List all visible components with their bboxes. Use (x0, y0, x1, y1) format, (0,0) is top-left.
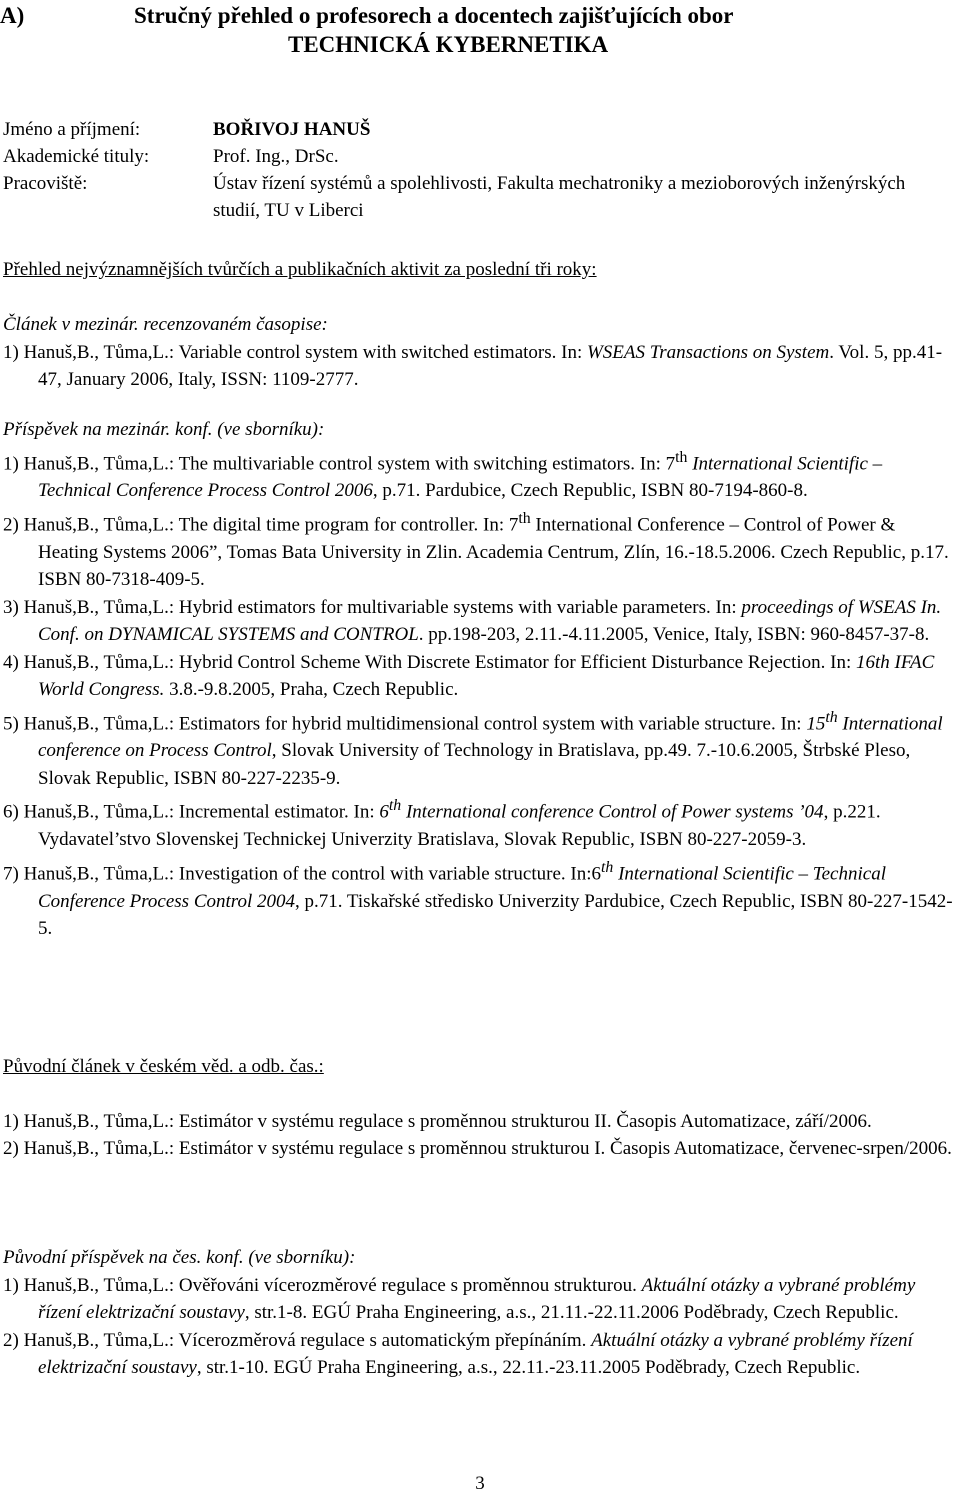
publication-entry (3, 339, 955, 394)
entry-venue: 16th IFAC World Congress. (38, 651, 935, 701)
entry-details: , p.221. Vydavatel’stvo Slovenskej Technickej Univerzity Bratislava, Slovak Republic, ISBN 80-227-2059-3. (38, 801, 881, 851)
person-info (3, 116, 953, 224)
entry-venue: WSEAS Transactions on System (586, 341, 830, 363)
section-heading: Příspěvek na mezinár. konf. (ve sborníku): (3, 419, 325, 440)
entry-superscript: th (675, 448, 688, 466)
publication-entry (3, 649, 955, 704)
publication-entry (3, 1327, 955, 1382)
entry-text: 1) Hanuš,B., Tůma,L.: The multivariable control system with switching estimators. In: 7 (3, 452, 676, 474)
page-number: 3 (475, 1473, 485, 1494)
entry-venue: 15 (806, 712, 826, 734)
entry-venue: Aktuální otázky a vybrané problémy řízení elektrizační soustavy (38, 1329, 913, 1378)
publication-entry (3, 444, 955, 505)
entry-venue: Aktuální otázky a vybrané problémy řízení elektrizační soustavy (38, 1274, 916, 1323)
workplace-row (3, 170, 953, 224)
entry-details: , str.1-8. EGÚ Praha Engineering, a.s., 21.11.-22.11.2006 Poděbrady, Czech Republic. (244, 1302, 899, 1323)
section-letter: A) (0, 3, 25, 28)
entry-venue: proceedings of WSEAS In. Conf. on DYNAMICAL SYSTEMS and CONTROL (38, 596, 942, 646)
entry-text: 2) Hanuš,B., Tůma,L.: Vícerozměrová regulace s automatickým přepínáním. (3, 1329, 592, 1351)
section-journal-articles (3, 311, 955, 394)
publication-entry (3, 505, 955, 594)
entry-superscript: th (518, 509, 531, 527)
publication-entry (3, 854, 955, 943)
entry-text: 7) Hanuš,B., Tůma,L.: Investigation of the control with variable structure. In:6 (3, 863, 602, 885)
entry-text: 1) Hanuš,B., Tůma,L.: Estimátor v systému regulace s proměnnou strukturou II. Časopis Automatizace, září/2006. (3, 1110, 872, 1132)
entry-venue: International Scientific – Technical Conference Process Control 2004 (38, 863, 886, 912)
titles-label: Akademické tituly: (3, 146, 150, 167)
name-value: BOŘIVOJ HANUŠ (213, 119, 371, 140)
entry-superscript: th (601, 858, 614, 876)
name-label: Jméno a příjmení: (3, 119, 141, 140)
entry-details: . Vol. 5, pp.41-47, January 2006, Italy, ISSN: 1109-2777. (38, 341, 943, 390)
name-row (3, 116, 953, 143)
section-heading: Článek v mezinár. recenzovaném časopise: (3, 314, 328, 335)
document-title-line1: Stručný přehled o profesorech a docentech zajišťujících obor (134, 3, 734, 28)
publication-entry (3, 704, 955, 793)
section-international-conference (3, 416, 955, 943)
section-heading: Původní příspěvek na čes. konf. (ve sborníku): (3, 1247, 356, 1268)
entry-text: 6) Hanuš,B., Tůma,L.: Incremental estimator. In: (3, 801, 380, 823)
entry-details: International Conference – Control of Power & Heating Systems 2006”, Tomas Bata University in Zlin. Academia Centrum, Zlín, 16.-18.5.2006. Czech Republic, p.17. ISBN 80-7318-409-5. (38, 514, 949, 591)
titles-row (3, 143, 953, 170)
entry-details: , Slovak University of Technology in Bratislava, pp.49. 7.-10.6.2005, Štrbské Pleso, Slovak Republic, ISBN 80-227-2235-9. (38, 740, 911, 789)
entry-text: 5) Hanuš,B., Tůma,L.: Estimators for hybrid multidimensional control system with variable structure. In: (3, 712, 807, 734)
entry-text: 4) Hanuš,B., Tůma,L.: Hybrid Control Scheme With Discrete Estimator for Efficient Disturbance Rejection. In: (3, 651, 856, 673)
publication-entry (3, 1108, 955, 1136)
workplace-label: Pracoviště: (3, 173, 88, 194)
entry-venue-rest: International conference on Process Control (38, 712, 943, 762)
publication-entry (3, 1135, 955, 1163)
publication-entry (3, 792, 955, 853)
entry-text: 1) Hanuš,B., Tůma,L.: Ověřováni vícerozměrové regulace s proměnnou strukturou. (3, 1274, 642, 1296)
entry-details: 3.8.-9.8.2005, Praha, Czech Republic. (164, 679, 459, 701)
section-heading: Původní článek v českém věd. a odb. čas.: (3, 1056, 324, 1077)
entry-text: 2) Hanuš,B., Tůma,L.: The digital time program for controller. In: 7 (3, 514, 519, 536)
titles-value: Prof. Ing., DrSc. (213, 146, 339, 167)
section-czech-conference (3, 1244, 955, 1382)
entry-venue: International Scientific – Technical Conference Process Control 2006 (38, 452, 883, 502)
entry-superscript: th (388, 797, 402, 815)
entry-text: 3) Hanuš,B., Tůma,L.: Hybrid estimators for multivariable systems with variable parameters. In: (3, 596, 742, 618)
entry-venue-rest: International conference Control of Power systems ’04 (401, 801, 824, 823)
entry-superscript: th (825, 708, 838, 726)
entry-details: , str.1-10. EGÚ Praha Engineering, a.s., 22.11.-23.11.2005 Poděbrady, Czech Republic. (196, 1357, 861, 1378)
entry-venue: 6 (379, 801, 389, 823)
document-title-line2: TECHNICKÁ KYBERNETIKA (288, 32, 609, 57)
entry-text: 2) Hanuš,B., Tůma,L.: Estimátor v systému regulace s proměnnou strukturou I. Časopis Automatizace, červenec-srpen/2006. (3, 1138, 952, 1159)
workplace-value: Ústav řízení systémů a spolehlivosti, Fakulta mechatroniky a mezioborových inženýrských studií, TU v Liberci (213, 173, 906, 221)
entry-text: 1) Hanuš,B., Tůma,L.: Variable control system with switched estimators. In: (3, 341, 587, 363)
entry-details: , p.71. Pardubice, Czech Republic, ISBN 80-7194-860-8. (372, 480, 808, 502)
section-czech-journal-articles (3, 1053, 955, 1163)
publication-entry (3, 1272, 955, 1327)
entry-details: . pp.198-203, 2.11.-4.11.2005, Venice, Italy, ISBN: 960-8457-37-8. (418, 624, 930, 646)
publication-entry (3, 594, 955, 649)
entry-details: , p.71. Tiskařské středisko Univerzity Pardubice, Czech Republic, ISBN 80-227-1542-5. (38, 890, 953, 940)
overview-heading: Přehled nejvýznamnějších tvůrčích a publikačních aktivit za poslední tři roky: (3, 259, 597, 280)
